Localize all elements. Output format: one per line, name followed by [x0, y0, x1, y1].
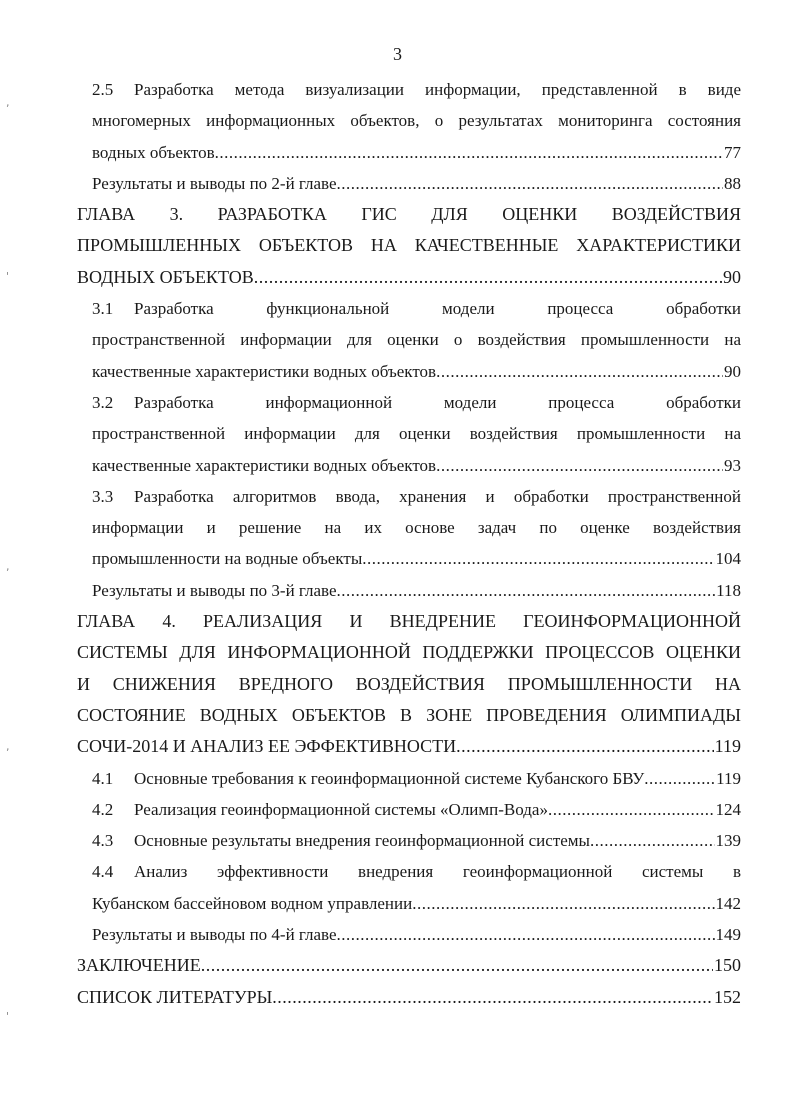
toc-dot-leader: [644, 763, 715, 794]
toc-entry-text: информации и решение на их основе задач по оценке воздействия: [92, 518, 741, 538]
toc-entry-number: 4.4: [92, 862, 114, 882]
toc-page-number: 150: [714, 955, 741, 976]
toc-entry-line: [77, 637, 741, 668]
toc-entry-text: пространственной информации для оценки о воздействия промышленности на: [92, 330, 741, 350]
toc-entry-last-line: [77, 262, 741, 293]
toc-entry-number: 4.1: [92, 768, 114, 788]
toc-dot-leader: [548, 794, 715, 825]
toc-entry-last-line: [92, 763, 741, 794]
toc-entry-last-line: [92, 888, 741, 919]
toc-entry-last-line: [92, 450, 741, 481]
toc-page-number: 77: [724, 142, 741, 162]
toc-entry-title: качественные характеристики водных объектов: [92, 455, 437, 475]
toc-dot-leader: [436, 450, 723, 481]
toc-entry-line: [92, 418, 741, 449]
toc-page-number: 139: [715, 831, 741, 851]
toc-chapter-entry: [77, 199, 741, 293]
toc-entry-title: СПИСОК ЛИТЕРАТУРЫ: [77, 986, 273, 1007]
toc-entry-line: [77, 199, 741, 230]
toc-entry-line: [77, 230, 741, 261]
toc-page-number: 119: [714, 736, 741, 757]
scan-artifact: ,: [6, 560, 10, 573]
toc-entry-last-line: [92, 794, 741, 825]
toc-page-number: 93: [724, 455, 741, 475]
scan-artifact: ': [6, 270, 10, 283]
toc-section-entry: [77, 481, 741, 575]
toc-entry-title: ВОДНЫХ ОБЪЕКТОВ: [77, 266, 254, 287]
toc-entry-text: Разработка функциональной модели процесса обработки: [134, 299, 741, 319]
toc-entry-title: ЗАКЛЮЧЕНИЕ: [77, 955, 201, 976]
toc-dot-leader: [254, 262, 722, 293]
toc-dot-leader: [412, 888, 714, 919]
toc-entry-line: [92, 856, 741, 887]
toc-section-entry: [77, 74, 741, 168]
toc-section-entry: [77, 575, 741, 606]
toc-entry-text: СОСТОЯНИЕ ВОДНЫХ ОБЪЕКТОВ В ЗОНЕ ПРОВЕДЕНИЯ ОЛИМПИАДЫ: [77, 704, 741, 725]
toc-page-number: 119: [716, 768, 741, 788]
toc-page-number: 118: [716, 580, 741, 600]
toc-section-entry: [77, 825, 741, 856]
toc-entry-last-line: [77, 950, 741, 981]
toc-entry-title: Результаты и выводы по 4-й главе: [92, 925, 337, 945]
toc-dot-leader: [337, 919, 715, 950]
toc-entry-title: Кубанском бассейновом водном управлении: [92, 893, 413, 913]
toc-entry-text: ГЛАВА 3. РАЗРАБОТКА ГИС ДЛЯ ОЦЕНКИ ВОЗДЕЙСТВИЯ: [77, 204, 741, 225]
toc-entry-title: водных объектов: [92, 142, 215, 162]
toc-entry-line: [92, 512, 741, 543]
toc-section-entry: [77, 856, 741, 919]
toc-section-entry: [77, 293, 741, 387]
toc-dot-leader: [337, 168, 723, 199]
toc-section-entry: [77, 387, 741, 481]
toc-entry-text: многомерных информационных объектов, о результатах мониторинга состояния: [92, 111, 741, 131]
toc-entry-line: [77, 606, 741, 637]
toc-page-number: 90: [723, 266, 741, 287]
toc-entry-number: 4.2: [92, 799, 114, 819]
toc-page-number: 90: [724, 361, 741, 381]
toc-page-number: 104: [715, 549, 741, 569]
toc-entry-last-line: [77, 982, 741, 1013]
toc-entry-last-line: [92, 543, 741, 574]
toc-entry-title: качественные характеристики водных объектов: [92, 361, 437, 381]
toc-entry-line: [77, 700, 741, 731]
toc-entry-text: Анализ эффективности внедрения геоинформационной системы в: [134, 862, 741, 882]
toc-entry-number: 3.1: [92, 299, 114, 319]
toc-entry-text: Разработка алгоритмов ввода, хранения и обработки пространственной: [134, 486, 741, 506]
scan-artifact: ,: [6, 740, 10, 753]
toc-dot-leader: [272, 982, 713, 1013]
toc-entry-title: Результаты и выводы по 3-й главе: [92, 580, 337, 600]
toc-section-entry: [77, 763, 741, 794]
toc-entry-last-line: [92, 356, 741, 387]
toc-section-entry: [77, 794, 741, 825]
scan-artifact: ,: [6, 96, 10, 109]
toc-dot-leader: [201, 950, 713, 981]
toc-dot-leader: [590, 825, 715, 856]
toc-entry-text: ГЛАВА 4. РЕАЛИЗАЦИЯ И ВНЕДРЕНИЕ ГЕОИНФОРМАЦИОННОЙ: [77, 611, 741, 632]
toc-section-entry: [77, 919, 741, 950]
toc-entry-line: [92, 105, 741, 136]
toc-entry-last-line: [92, 168, 741, 199]
toc-entry-number: 3.2: [92, 392, 114, 412]
toc-entry-number: 2.5: [92, 80, 114, 99]
toc-entry-title: СОЧИ-2014 И АНАЛИЗ ЕЕ ЭФФЕКТИВНОСТИ: [77, 736, 457, 757]
toc-entry-title: Реализация геоинформационной системы «Олимп-Вода»: [134, 799, 548, 819]
toc-dot-leader: [337, 575, 716, 606]
toc-entry-number: 4.3: [92, 831, 114, 851]
toc-entry-line: [92, 324, 741, 355]
toc-entry-title: Результаты и выводы по 2-й главе: [92, 173, 337, 193]
toc-entry-text: Разработка информационной модели процесса обработки: [134, 392, 741, 412]
scan-artifact: ': [6, 1010, 10, 1023]
toc-entry-last-line: [92, 825, 741, 856]
page-number: 3: [393, 44, 402, 64]
table-of-contents: [77, 74, 741, 1013]
toc-chapter-entry: [77, 606, 741, 762]
toc-chapter-entry: [77, 982, 741, 1013]
toc-entry-last-line: [77, 731, 741, 762]
toc-entry-text: ПРОМЫШЛЕННЫХ ОБЪЕКТОВ НА КАЧЕСТВЕННЫЕ ХАРАКТЕРИСТИКИ: [77, 235, 741, 256]
toc-entry-title: Основные требования к геоинформационной системе Кубанского БВУ: [134, 768, 645, 788]
toc-page-number: 142: [715, 893, 741, 913]
toc-dot-leader: [215, 137, 723, 168]
toc-entry-text: СИСТЕМЫ ДЛЯ ИНФОРМАЦИОННОЙ ПОДДЕРЖКИ ПРОЦЕССОВ ОЦЕНКИ: [77, 642, 741, 663]
toc-entry-title: Основные результаты внедрения геоинформационной системы: [134, 831, 590, 851]
toc-entry-line: [77, 669, 741, 700]
toc-page-number: 88: [724, 173, 741, 193]
toc-page-number: 149: [715, 925, 741, 945]
toc-page-number: 124: [715, 799, 741, 819]
toc-entry-title: промышленности на водные объекты: [92, 549, 363, 569]
toc-dot-leader: [436, 356, 723, 387]
toc-entry-text: пространственной информации для оценки воздействия промышленности на: [92, 424, 741, 444]
toc-entry-last-line: [92, 137, 741, 168]
toc-chapter-entry: [77, 950, 741, 981]
toc-entry-line: [92, 481, 741, 512]
toc-page-number: 152: [714, 986, 741, 1007]
toc-dot-leader: [456, 731, 714, 762]
toc-entry-text: Разработка метода визуализации информации, представленной в виде: [134, 80, 741, 99]
toc-entry-number: 3.3: [92, 486, 114, 506]
toc-section-entry: [77, 168, 741, 199]
toc-entry-text: И СНИЖЕНИЯ ВРЕДНОГО ВОЗДЕЙСТВИЯ ПРОМЫШЛЕННОСТИ НА: [77, 673, 741, 694]
toc-entry-line: [92, 74, 741, 105]
toc-entry-last-line: [92, 575, 741, 606]
toc-entry-line: [92, 293, 741, 324]
toc-entry-last-line: [92, 919, 741, 950]
toc-dot-leader: [362, 543, 714, 574]
toc-entry-line: [92, 387, 741, 418]
